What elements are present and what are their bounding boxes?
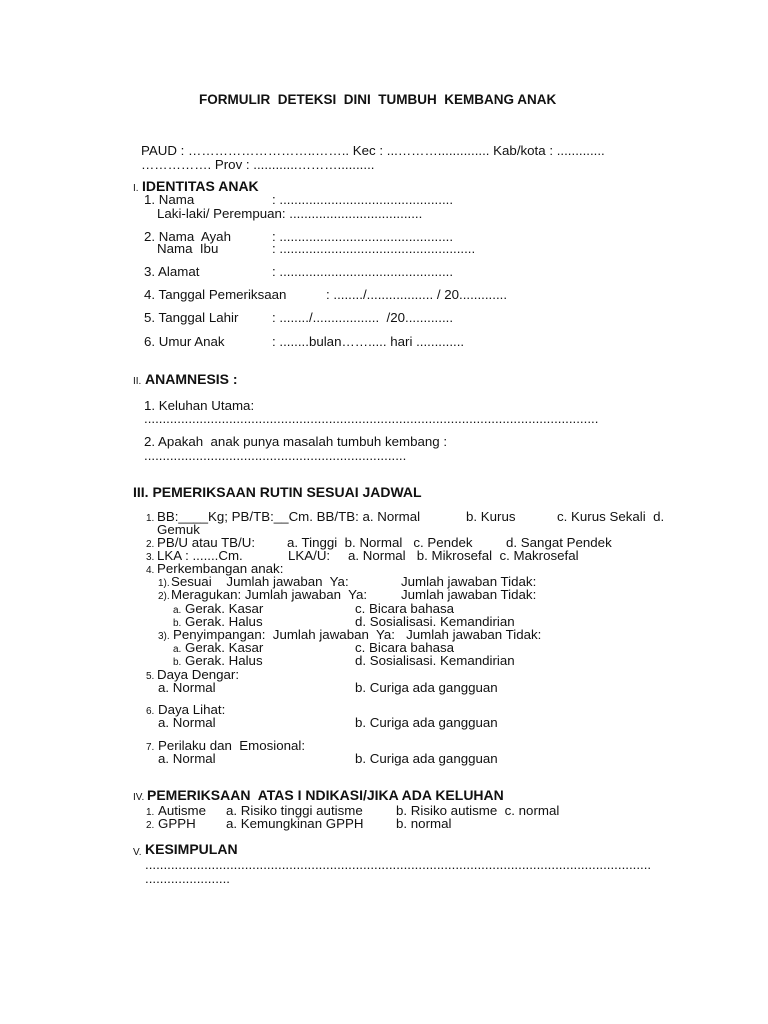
perilaku-label: Perilaku dan Emosional:	[158, 738, 306, 753]
prov-line: ……………. Prov : ............………..........	[141, 157, 375, 172]
daya-dengar-label: Daya Dengar:	[157, 667, 240, 682]
autisme-option-a: a. Risiko tinggi autisme	[226, 803, 363, 818]
gpph-option-b: b. normal	[396, 816, 452, 831]
item-number-4: 4.	[146, 565, 155, 576]
section3-title: III. PEMERIKSAAN RUTIN SESUAI JADWAL	[133, 484, 422, 500]
form-title: FORMULIR DETEKSI DINI TUMBUH KEMBANG ANAK	[199, 92, 557, 107]
field-tanggal-pemeriksaan-value: : ......../.................. / 20.............	[326, 287, 508, 302]
gerak-halus-1: Gerak. Halus	[185, 614, 263, 629]
field-gender: Laki-laki/ Perempuan: ....................................	[157, 206, 423, 221]
sub-number-3: 3).	[158, 631, 170, 642]
item-number-3: 3.	[146, 552, 155, 563]
sesuai-tidak-label: Jumlah jawaban Tidak:	[401, 574, 537, 589]
perkembangan-label: Perkembangan anak:	[157, 561, 284, 576]
field-alamat-value: : ...............................................	[272, 264, 454, 279]
penyimpangan-label: Penyimpangan: Jumlah jawaban Ya: Jumlah jawaban Tidak:	[173, 627, 542, 642]
sec4-item-number-1: 1.	[146, 807, 155, 818]
field-tanggal-lahir-label: 5. Tanggal Lahir	[144, 310, 239, 325]
lka-options: a. Normal b. Mikrosefal c. Makrosefal	[348, 548, 579, 563]
gerak-kasar-2: Gerak. Kasar	[185, 640, 264, 655]
sosialisasi-2: d. Sosialisasi. Kemandirian	[355, 653, 515, 668]
field-nama-ayah-label: 2. Nama Ayah	[144, 229, 231, 244]
field-umur-anak-value: : ........bulan……..... hari .............	[272, 334, 465, 349]
letter-a-2: a.	[173, 644, 182, 655]
meragukan-label: Meragukan: Jumlah jawaban Ya:	[171, 587, 368, 602]
masalah-tumbuh-kembang-label: 2. Apakah anak punya masalah tumbuh kembang :	[144, 434, 448, 449]
pbu-options: a. Tinggi b. Normal c. Pendek	[287, 535, 473, 550]
field-nama-value: : ...............................................	[272, 192, 454, 207]
sosialisasi-1: d. Sosialisasi. Kemandirian	[355, 614, 515, 629]
keluhan-utama-line: ...........................................................................................................................	[144, 411, 599, 426]
daya-lihat-curiga: b. Curiga ada gangguan	[355, 715, 498, 730]
pbu-option-sangat-pendek: d. Sangat Pendek	[506, 535, 612, 550]
bb-pb-label: BB:____Kg; PB/TB:__Cm. BB/TB: a. Normal	[157, 509, 421, 524]
bb-option-gemuk: Gemuk	[157, 522, 200, 537]
paud-kec-kab-line: PAUD : ………………………..…….. Kec : ...……….............. Kab/kota : .............	[141, 143, 605, 158]
gerak-halus-2: Gerak. Halus	[185, 653, 263, 668]
sub-number-2: 2).	[158, 591, 170, 602]
letter-a-1: a.	[173, 605, 182, 616]
field-umur-anak-label: 6. Umur Anak	[144, 334, 225, 349]
field-nama-label: 1. Nama	[144, 192, 195, 207]
field-nama-ayah-value: : ...............................................	[272, 229, 454, 244]
item-number-2: 2.	[146, 539, 155, 550]
autisme-option-bc: b. Risiko autisme c. normal	[396, 803, 560, 818]
bicara-bahasa-1: c. Bicara bahasa	[355, 601, 455, 616]
field-tanggal-pemeriksaan-label: 4. Tanggal Pemeriksaan	[144, 287, 287, 302]
meragukan-tidak-label: Jumlah jawaban Tidak:	[401, 587, 537, 602]
section2-number: II.	[133, 376, 142, 387]
section4-title: PEMERIKSAAN ATAS I NDIKASI/JIKA ADA KELUHAN	[147, 787, 504, 803]
daya-lihat-normal: a. Normal	[158, 715, 216, 730]
item-number-6: 6.	[146, 706, 155, 717]
daya-dengar-normal: a. Normal	[158, 680, 216, 695]
field-nama-ibu-label: Nama Ibu	[157, 241, 219, 256]
gerak-kasar-1: Gerak. Kasar	[185, 601, 264, 616]
daya-dengar-curiga: b. Curiga ada gangguan	[355, 680, 498, 695]
item-number-7: 7.	[146, 742, 155, 753]
section2-title: ANAMNESIS :	[145, 371, 238, 387]
sesuai-label: Sesuai Jumlah jawaban Ya:	[171, 574, 349, 589]
field-tanggal-lahir-value: : ......../.................. /20.............	[272, 310, 454, 325]
field-alamat-label: 3. Alamat	[144, 264, 200, 279]
pbu-label: PB/U atau TB/U:	[157, 535, 256, 550]
autisme-label: Autisme	[158, 803, 207, 818]
sec4-item-number-2: 2.	[146, 820, 155, 831]
field-nama-ibu-value: : .....................................................	[272, 241, 476, 256]
sub-number-1: 1).	[158, 578, 170, 589]
kesimpulan-line-1: .........................................................................................................................................	[145, 857, 652, 872]
perilaku-normal: a. Normal	[158, 751, 216, 766]
perilaku-curiga: b. Curiga ada gangguan	[355, 751, 498, 766]
letter-b-1: b.	[173, 618, 182, 629]
section5-number: V.	[133, 847, 142, 858]
lka-label: LKA : .......Cm.	[157, 548, 243, 563]
item-number-5: 5.	[146, 671, 155, 682]
gpph-option-a: a. Kemungkinan GPPH	[226, 816, 364, 831]
bb-option-kurus-sekali: c. Kurus Sekali d.	[557, 509, 665, 524]
bicara-bahasa-2: c. Bicara bahasa	[355, 640, 455, 655]
letter-b-2: b.	[173, 657, 182, 668]
section1-title: IDENTITAS ANAK	[142, 178, 259, 194]
gpph-label: GPPH	[158, 816, 196, 831]
masalah-tumbuh-kembang-line: .......................................................................	[144, 448, 407, 463]
section5-title: KESIMPULAN	[145, 841, 238, 857]
section4-number: IV.	[133, 792, 145, 803]
lka-u-label: LKA/U:	[288, 548, 331, 563]
item-number-1: 1.	[146, 513, 155, 524]
keluhan-utama-label: 1. Keluhan Utama:	[144, 398, 255, 413]
bb-option-kurus: b. Kurus	[466, 509, 516, 524]
kesimpulan-line-2: .......................	[145, 871, 230, 886]
section1-number: I.	[133, 183, 139, 194]
daya-lihat-label: Daya Lihat:	[158, 702, 226, 717]
